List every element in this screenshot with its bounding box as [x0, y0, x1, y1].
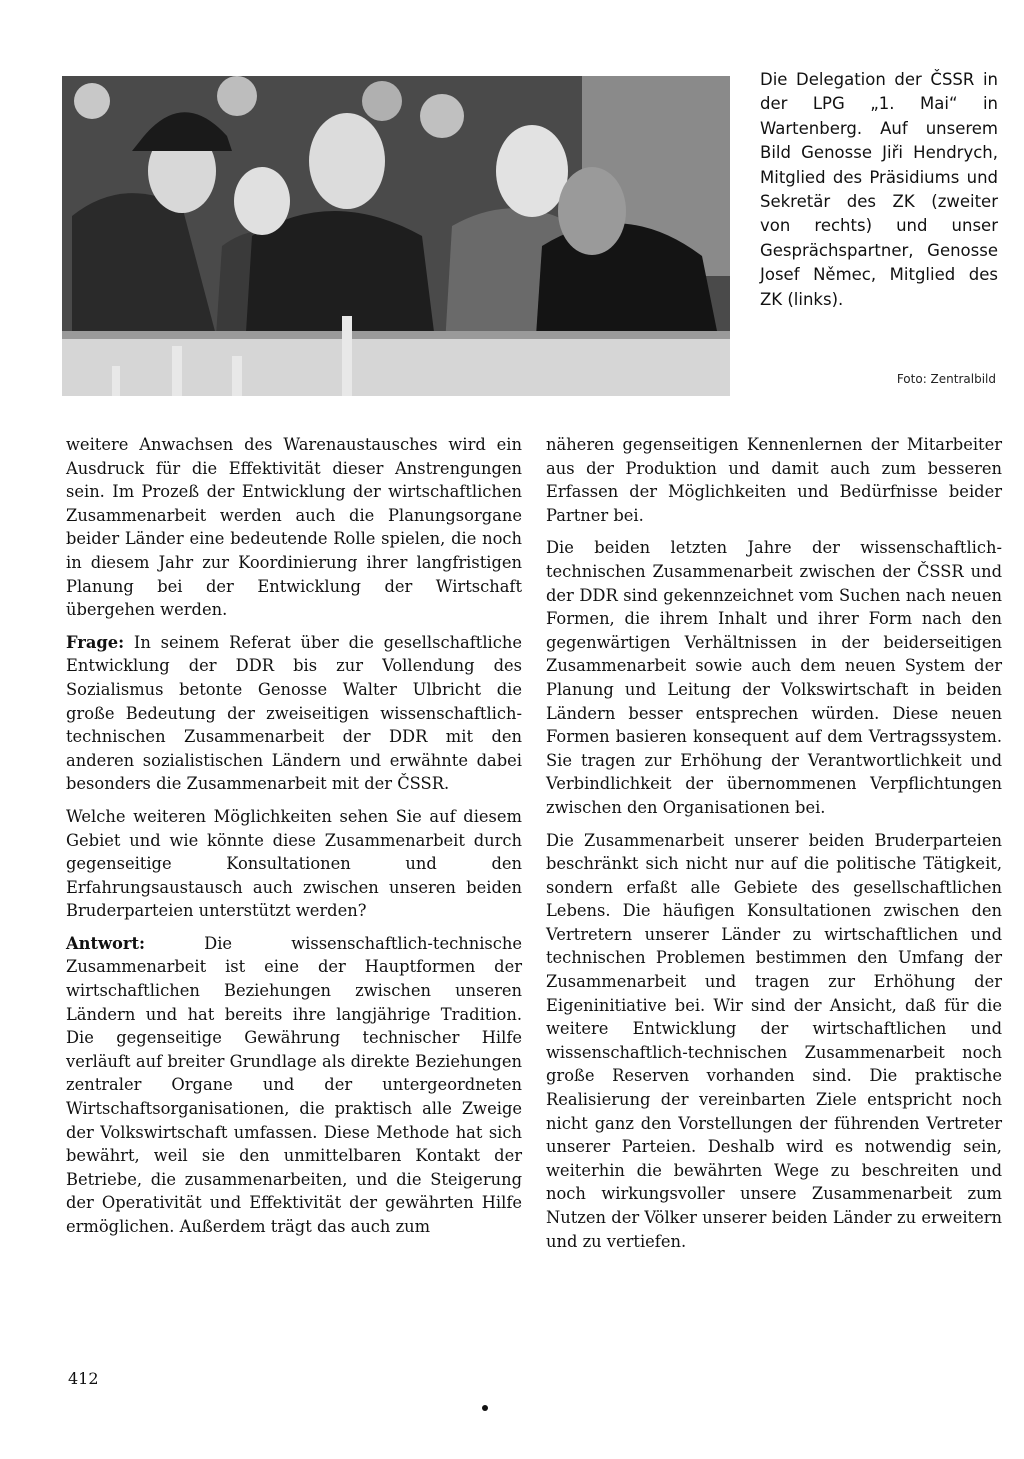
paragraph: Welche weiteren Möglichkeiten sehen Sie auf diesem Gebiet und wie könnte diese Zusammenarbeit durch gegenseitige Konsultationen und den Erfahrungsaustausch auch zwischen unseren beiden Bruderparteien unterstützt werden?: [66, 806, 522, 921]
paragraph: näheren gegenseitigen Kennenlernen der Mitarbeiter aus der Produktion und damit auch zum besseren Erfassen der Möglichkeiten und Bedürfnisse beider Partner bei.: [546, 435, 1002, 525]
question-paragraph: [66, 631, 522, 796]
answer-paragraph: [66, 932, 522, 1239]
caption-text: Die Delegation der ČSSR in der LPG „1. Mai“ in Wartenberg. Auf unserem Bild Genosse Jiři Hendrych, Mitglied des Präsidiums und Sekretär des ZK (zweiter von rechts) und unser Gesprächspartner, Genosse Josef Němec, Mitglied des ZK (links).: [760, 70, 998, 309]
photo-credit: Foto: Zentralbild: [896, 372, 996, 386]
question-label: Frage:: [66, 632, 125, 652]
paragraph: weitere Anwachsen des Warenaustausches wird ein Ausdruck für die Effektivität dieser Anstrengungen sein. Im Prozeß der Entwicklung der wirtschaftlichen Zusammenarbeit werden auch die Planungsorgane beider Länder eine bedeutende Rolle spielen, die noch in diesem Jahr zur Koordinierung ihrer langfristigen Planung bei der Entwicklung der Wirtschaft übergehen werden.: [66, 435, 522, 620]
answer-label: Antwort:: [66, 933, 145, 953]
answer-text: Die wissenschaftlich-technische Zusammenarbeit ist eine der Hauptformen der wirtschaftlichen Beziehungen zwischen unseren Ländern und hat bereits ihre langjährige Tradition. Die gegenseitige Gewährung technischer Hilfe verläuft auf breiter Grundlage als direkte Beziehungen zentraler Organe und der untergeordneten Wirtschaftsorganisationen, die praktisch alle Zweige der Volkswirtschaft umfassen. Diese Methode hat sich bewährt, weil sie den unmittelbaren Kontakt der Betriebe, die zusammenarbeiten, und die Steigerung der Operativität und Effektivität der gewährten Hilfe ermöglichen. Außerdem trägt das auch zum: [66, 933, 522, 1236]
photo-illustration: [62, 76, 730, 396]
delegation-photo: [62, 76, 730, 396]
ink-dot: [482, 1405, 488, 1411]
photo-caption: [760, 68, 998, 312]
left-column: [66, 433, 522, 1248]
paragraph: Die Zusammenarbeit unserer beiden Bruderparteien beschränkt sich nicht nur auf die politische Tätigkeit, sondern erfaßt alle Gebiete des gesellschaftlichen Lebens. Die häufigen Konsultationen zwischen den Vertretern unserer Länder zu wirtschaftlichen und technischen Problemen bestimmen den Umfang der Zusammenarbeit und tragen zur Erhöhung der Eigeninitiative bei. Wir sind der Ansicht, daß für die weitere Entwicklung der wirtschaftlichen und wissenschaftlich-technischen Zusammenarbeit noch große Reserven vorhanden sind. Die praktische Realisierung der vereinbarten Ziele entspricht noch nicht ganz den Vorstellungen der führenden Vertreter unserer Parteien. Deshalb wird es notwendig sein, weiterhin die bewährten Wege zu beschreiten und noch wirkungsvoller unsere Zusammenarbeit zum Nutzen der Völker unserer beiden Länder zu erweitern und zu vertiefen.: [546, 830, 1002, 1251]
page-number: 412: [68, 1369, 99, 1388]
right-column: [546, 433, 1002, 1262]
paragraph: Die beiden letzten Jahre der wissenschaftlich-technischen Zusammenarbeit zwischen der ČSSR und der DDR sind gekennzeichnet vom Suchen nach neuen Formen, die ihrem Inhalt und ihrer Form nach den gegenwärtigen Verhältnissen in der beiderseitigen Zusammenarbeit sowie auch dem neuen System der Planung und Leitung der Volkswirtschaft in beiden Ländern besser entsprechen würden. Diese neuen Formen basieren konsequent auf dem Vertragssystem. Sie tragen zur Erhöhung der Verantwortlichkeit und Verbindlichkeit der übernommenen Verpflichtungen zwischen den Organisationen bei.: [546, 538, 1002, 817]
question-text: In seinem Referat über die gesellschaftliche Entwicklung der DDR bis zur Vollendung des Sozialismus betonte Genosse Walter Ulbricht die große Bedeutung der zweiseitigen wissenschaftlich-technischen Zusammenarbeit der DDR mit den anderen sozialistischen Ländern und erwähnte dabei besonders die Zusammenarbeit mit der ČSSR.: [66, 632, 522, 794]
